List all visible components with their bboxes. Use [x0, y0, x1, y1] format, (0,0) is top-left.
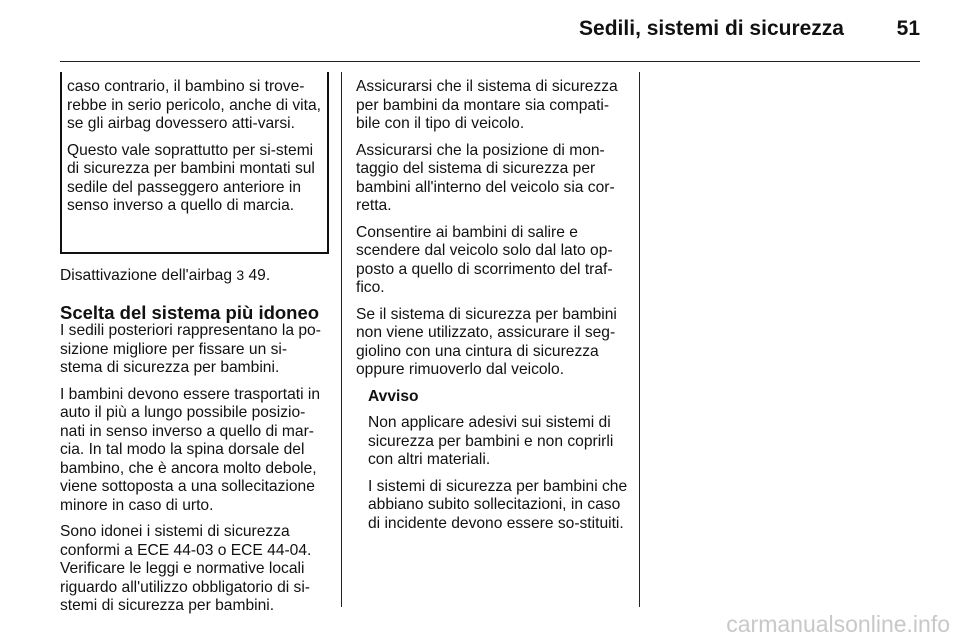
deactivation-page: 49. [248, 267, 271, 284]
notice-block [356, 388, 628, 534]
notice-text: I sistemi di sicurezza per bambini che abbiano subito sollecitazioni, in caso di incidente devono essere so-stituiti. [368, 477, 628, 532]
paragraph: I bambini devono essere trasportati in auto il più a lungo possibile posizio-nati in senso inverso a quello di mar-cia. In tal modo la spina dorsale del bambino, che è ancora molto debole, viene sottoposta a una sollecitazione minore in caso di urto. [60, 385, 321, 514]
page-number: 51 [896, 17, 920, 40]
middle-column [356, 78, 628, 541]
warning-text: Questo vale soprattutto per si-stemi di sicurezza per bambini montati sul sedile del passeggero anteriore in senso inverso a quello di marcia. [67, 141, 315, 214]
page-ref-arrow-icon: 3 [236, 267, 245, 283]
column-divider [639, 72, 640, 607]
warning-box [60, 72, 329, 254]
page-header-title: Sedili, sistemi di sicurezza [579, 17, 844, 40]
airbag-deactivation-ref[interactable] [60, 266, 330, 286]
notice-title: Avviso [368, 387, 419, 405]
deactivation-text: Disattivazione dell'airbag [60, 267, 233, 284]
paragraph: Assicurarsi che il sistema di sicurezza per bambini da montare sia compati-bile con il tipo di veicolo. [356, 78, 618, 132]
paragraph: Assicurarsi che la posizione di mon-taggio del sistema di sicurezza per bambini all'interno del veicolo sia cor-retta. [356, 141, 615, 214]
warning-text: caso contrario, il bambino si trove-rebbe in serio pericolo, anche di vita, se gli airbag dovessero atti-varsi. [67, 78, 321, 132]
column-divider [341, 72, 342, 607]
left-body [60, 322, 326, 624]
section-heading: Scelta del sistema più idoneo [60, 302, 320, 323]
paragraph: Se il sistema di sicurezza per bambini non viene utilizzato, assicurare il seg-giolino con una cintura di sicurezza oppure rimuoverlo dal veicolo. [356, 305, 617, 378]
paragraph: Sono idonei i sistemi di sicurezza conformi a ECE 44-03 o ECE 44-04. Verificare le leggi e normative locali riguardo all'utilizzo obbligatorio di si-stemi di sicurezza per bambini. [60, 523, 312, 614]
watermark: carmanualsonline.info [726, 611, 950, 637]
paragraph: I sedili posteriori rappresentano la po-sizione migliore per fissare un si-stema di sicurezza per bambini. [60, 322, 321, 376]
header-rule [60, 61, 920, 62]
notice-text: Non applicare adesivi sui sistemi di sicurezza per bambini e non coprirli con altri materiali. [368, 414, 614, 468]
paragraph: Consentire ai bambini di salire e scendere dal veicolo solo dal lato op-posto a quello di scorrimento del traf-fico. [356, 223, 613, 296]
